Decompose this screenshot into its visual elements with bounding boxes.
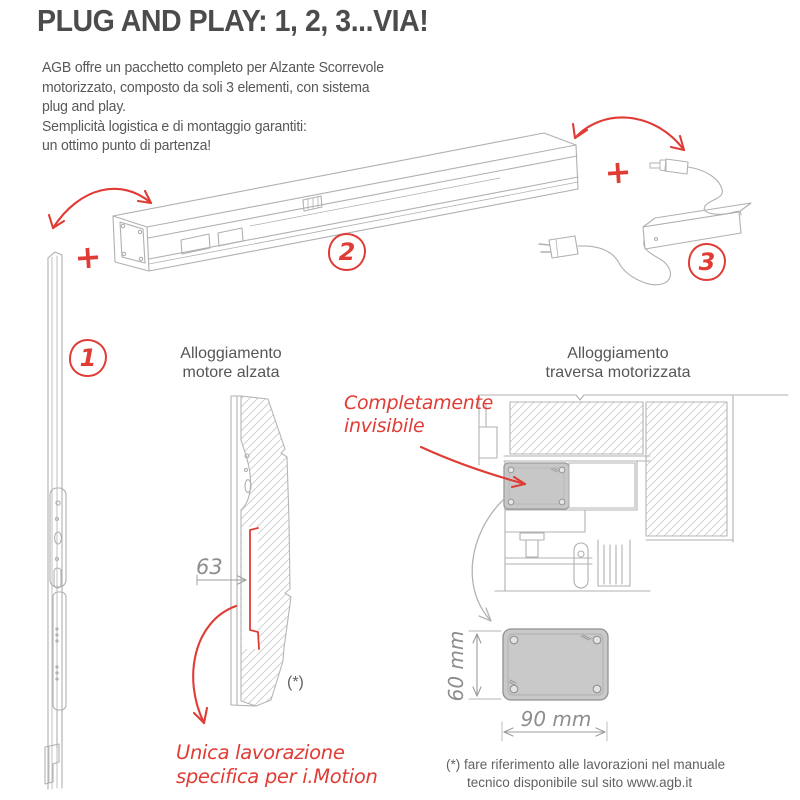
- crossbar-housing-label-line1: Alloggiamento: [567, 345, 669, 362]
- intro-line: plug and play.: [42, 99, 126, 116]
- motor-housing-section-drawing: [197, 396, 291, 706]
- crossbar-housing-label: [534, 344, 702, 382]
- crossbar-housing-label-line2: traversa motorizzata: [545, 364, 691, 381]
- intro-paragraph: [42, 59, 384, 157]
- dimension-63: 63: [196, 555, 223, 579]
- invisible-note-line2: invisibile: [344, 415, 425, 437]
- assembly-arrow-right: [573, 117, 684, 150]
- footnote: [446, 756, 725, 791]
- machining-note: [176, 741, 378, 789]
- machining-note-arrow: [193, 606, 236, 723]
- motor-housing-label-line1: Alloggiamento: [180, 345, 282, 362]
- step-badge-3: 3: [688, 243, 726, 281]
- footnote-line2: tecnico disponibile sul sito www.agb.it: [467, 774, 693, 790]
- intro-line: Semplicità logistica e di montaggio garantiti:: [42, 118, 307, 135]
- intro-line: AGB offre un pacchetto completo per Alzante Scorrevole: [42, 60, 384, 76]
- machining-note-line1: Unica lavorazione: [176, 741, 345, 764]
- lift-rod-drawing: [45, 252, 66, 789]
- footnote-marker: (*): [287, 674, 304, 691]
- dimension-60mm: 60 mm: [444, 630, 468, 702]
- intro-line: motorizzato, composto da soli 3 elementi, con sistema: [42, 79, 370, 96]
- footnote-line1: (*) fare riferimento alle lavorazioni nel manuale: [446, 757, 726, 772]
- machining-note-line2: specifica per i.Motion: [176, 765, 378, 788]
- motor-housing-label-line2: motore alzata: [182, 364, 280, 381]
- plus-symbol-left: +: [73, 237, 103, 277]
- invisible-note: [344, 392, 493, 438]
- dimension-90mm: 90 mm: [520, 707, 592, 731]
- motor-housing-label: [163, 344, 299, 382]
- crossbar-housing-section-drawing: [472, 395, 788, 621]
- invisible-note-line1: Completamente: [344, 392, 494, 414]
- step-badge-2: 2: [328, 233, 366, 271]
- step-badge-1: 1: [69, 339, 107, 377]
- plus-symbol-right: +: [603, 152, 633, 192]
- intro-line: un ottimo punto di partenza!: [42, 138, 211, 155]
- page-title: PLUG AND PLAY: 1, 2, 3...VIA!: [37, 3, 429, 38]
